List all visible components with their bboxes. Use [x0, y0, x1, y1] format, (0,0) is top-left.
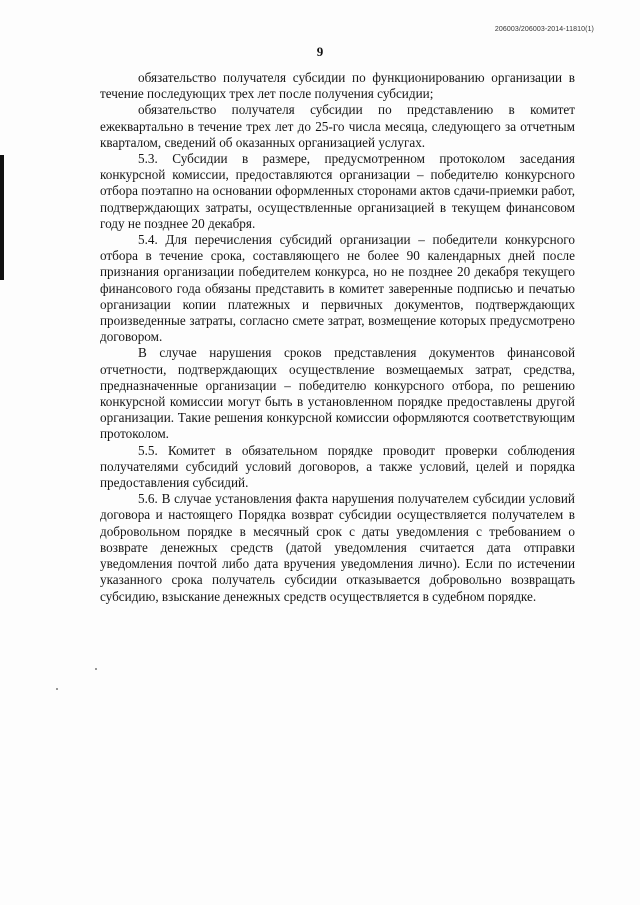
scan-speck [56, 688, 58, 690]
document-id: 206003/206003-2014-11810(1) [494, 26, 594, 33]
paragraph: 5.6. В случае установления факта нарушения получателем субсидии условий договора и настоящего Порядка возврат субсидии осуществляется получателем в добровольном порядке в месячный срок с даты уведомления с требованием о возврате денежных средств (датой уведомления считается дата отправки уведомления почтой либо дата вручения уведомления лично). Если по истечении указанного срока получатель субсидии отказывается добровольно возвращать субсидию, взыскание денежных средств осуществляется в судебном порядке. [100, 491, 575, 604]
paragraph: 5.3. Субсидии в размере, предусмотренном протоколом заседания конкурсной комиссии, предоставляются организации – победителю конкурсного отбора поэтапно на основании оформленных сторонами актов сдачи-приемки работ, подтверждающих затраты, осуществленные организацией в текущем финансовом году не позднее 20 декабря. [100, 151, 575, 231]
scan-speck [95, 668, 97, 670]
paragraph: 5.4. Для перечисления субсидий организации – победители конкурсного отбора в течение срока, составляющего не более 90 календарных дней после признания организации победителем конкурса, но не позднее 20 декабря текущего финансового года обязаны представить в комитет заверенные подписью и печатью организации копии платежных и первичных документов, подтверждающих произведенные затраты, согласно смете затрат, возмещение которых предусмотрено договором. [100, 232, 575, 345]
paragraph: В случае нарушения сроков представления документов финансовой отчетности, подтверждающих осуществление возмещаемых затрат, средства, предназначенные организации – победителю конкурсного отбора, по решению конкурсной комиссии могут быть в установленном порядке предоставлены другой организации. Такие решения конкурсной комиссии оформляются соответствующим протоколом. [100, 345, 575, 442]
body-text [100, 70, 575, 605]
paragraph: обязательство получателя субсидии по функционированию организации в течение последующих трех лет после получения субсидии; [100, 70, 575, 102]
page-number: 9 [316, 44, 324, 59]
paragraph: обязательство получателя субсидии по представлению в комитет ежеквартально в течение трех лет до 25-го числа месяца, следующего за отчетным кварталом, сведений об оказанных организацией услугах. [100, 102, 575, 150]
paragraph: 5.5. Комитет в обязательном порядке проводит проверки соблюдения получателями субсидий условий договоров, а также условий, целей и порядка предоставления субсидий. [100, 442, 575, 491]
scan-edge-mark [0, 155, 4, 280]
